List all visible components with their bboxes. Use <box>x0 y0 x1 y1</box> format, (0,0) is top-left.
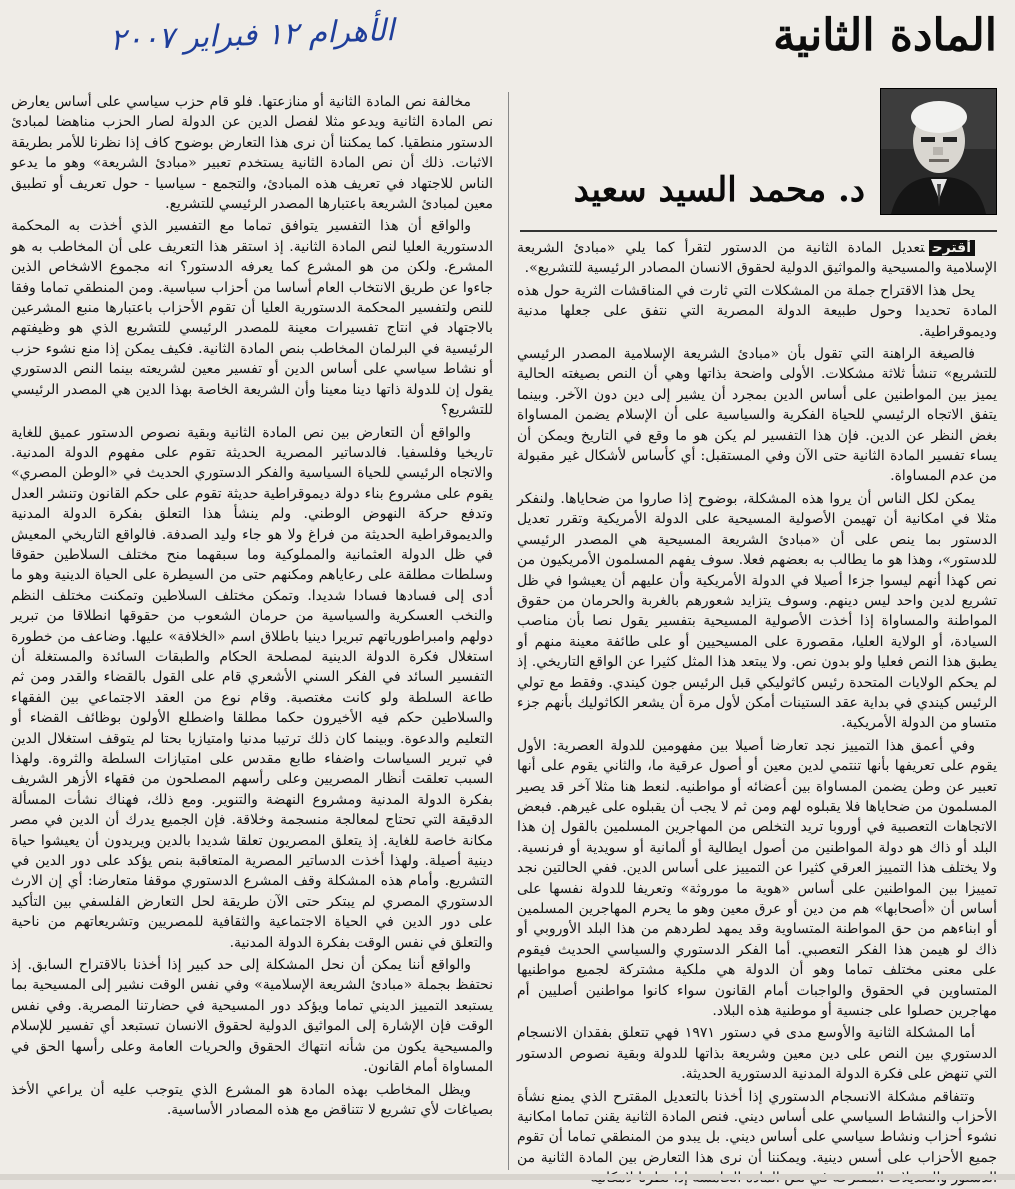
headline: المادة الثانية <box>773 10 997 61</box>
paragraph: يحل هذا الاقتراح جملة من المشكلات التي ثارت في المناقشات الثرية حول هذه المادة تحديدا وحول طبيعة الدولة المصرية التي نتفق على جعلها مدنية وديموقراطية. <box>517 282 997 340</box>
byline-rule <box>520 230 997 232</box>
paragraph <box>517 238 997 279</box>
paragraph: والواقع أن هذا التفسير يتوافق تماما مع التفسير الذي أخذت به المحكمة الدستورية العليا لنص المادة الثانية. إذ استقر هذا التعريف على أن المخاطب به هو المشرع. ولكن من هو المشرع كما يعرفه الدستور؟ انه مجموع الاشخاص الذين جاءوا عن طريق الانتخاب العام أساسا من أحزاب سياسية. ومن المنطقي تماما وفقا للنص ولتفسير المحكمة الدستورية العليا أن تقوم الأحزاب باعتبارها منبع المشرعين بالاجتهاد في انتاج تفسيرات معينة للمصدر الرئيسي للتشريع الذي هو وظيفتهم الرئيسية في البرلمان المخاطب بنص المادة الثانية. فكيف يمكن إذا منع نشوء حزب أو نشاط سياسي على أساس الدين أو تفسير معين لشريعته بينما النص الدستوري يقول إن للدولة ذاتها دينا معينا وأن الشريعة الخاصة بهذا الدين هي المصدر الرئيسي للتشريع؟ <box>11 218 493 419</box>
paragraph: أما المشكلة الثانية والأوسع مدى في دستور ١٩٧١ فهي تتعلق بفقدان الانسجام الدستوري بين النص على دين معين وشريعة بذاتها للدولة وبقية نصوص الدستور التي تنهض على فكرة الدولة المدنية الدستورية الحديثة. <box>517 1025 997 1083</box>
paragraph: والواقع أننا يمكن أن نحل المشكلة إلى حد كبير إذا أخذنا بالاقتراح السابق. إذ نحتفظ بجملة «مبادئ الشريعة الإسلامية» وفي نفس الوقت نشير إلى المسيحية بما يستبعد التمييز الديني تماما ويؤكد دور المسيحية في حضارتنا المصرية. وفي نفس الوقت فإن الإشارة إلى المواثيق الدولية لحقوق الانسان تستبعد أي تفسير للإسلام والمسيحية يكون من شأنه انتهاك الحقوق والحريات العامة وعلى رأسها الحق في المساواة أمام القانون. <box>11 957 493 1076</box>
paragraph-text: تعديل المادة الثانية من الدستور لتقرأ كما يلي «مبادئ الشريعة الإسلامية والمسيحية والمواثيق الدولية لحقوق الانسان المصادر الرئيسية للتشريع». <box>517 240 997 277</box>
author-photo <box>880 88 997 215</box>
left-column <box>11 92 493 1170</box>
paragraph: وفي أعمق هذا التمييز نجد تعارضا أصيلا بين مفهومين للدولة العصرية: الأول يقوم على تعريفها بأنها تنتمي لدين معين أو أصول عرقية ما، والثاني يقوم على أنها تعبير عن وطن يضمن المساواة بين أعضائه أو مواطنيه. لنعط هنا مثلا آخر قد يصير المسلمون من ضحاياها فلا يقبلوه لهم ومن ثم لا يجب أن يقبلوه على غيرهم. فبعض الاتجاهات التعصبية في أوروبا تريد التخلص من المهاجرين المسلمين بالقول إن هذا البلد أو ذاك هو دولة المواطنين من أصول ايطالية أو ألمانية أو سويدية أو فرنسية. ولا يختلف هذا التمييز العرقي كثيرا عن التمييز على أساس الدين. ففي الحالتين نجد تمييزا بين المواطنين على أساس «هوية ما موروثة» وتعريفا للدولة نفسها على أساس أن «أصحابها» هم من دين أو عرق معين وهو ما يحرم المهاجرين المسلمين أو ابناءهم من حق المواطنة المتساوية وقد يمهد لطردهم من هذا البلد الأوروبي أو ذاك لو هيمن هذا الفكر التعصبي. أما الفكر الدستوري والسياسي الحديث فيقوم على معنى مختلف تماما وهو أن الدولة هي ملكية مشتركة لجميع مواطنيها المتساوين في الحقوق والواجبات أمام القانون سواء كانوا مواطنين أصليين أم مهاجرين حصلوا على جنسية أو موطنية هذه البلاد. <box>517 737 997 1020</box>
paragraph: يمكن لكل الناس أن يروا هذه المشكلة، بوضوح إذا صاروا من ضحاياها. ولنفكر مثلا في امكانية أن تهيمن الأصولية المسيحية على الدولة الأمريكية وتقرر تعديل الدستور بما ينص على أن «مبادئ الشريعة المسيحية هي المصدر الرئيسي للدستور»، وهذا هو ما يطالب به بعضهم فعلا. سوف يفهم المسلمون الأمريكيون من نص كهذا أنهم ليسوا جزءا أصيلا في الدولة الأمريكية وأن عليهم أن يعيشوا في ظل تشريع لدين واحد ليس دينهم. وسوف يتزايد شعورهم بالغربة والحرمان من حقوق المواطنة والمساواة إذا أخذت الأصولية المسيحية بتفسير يقول نصا بأن مناصب السيادة، أو الولاية العليا، مقصورة على المسيحيين أو على طائفة معينة منهم أو يطبق هذا النص فعليا ولو بدون نص. ولا يبتعد هذا المثل كثيرا عن الواقع التاريخي. إذ لم يحكم الولايات المتحدة رئيس كاثوليكي قبل الرئيس جون كيندي. وفقط مع تولي الرئيس كيندي في بداية عقد الستينات أمكن لأول مرة أن يشعر الكاثوليك بأنهم جزء متساو من الدولة الأمريكية. <box>517 490 997 732</box>
paragraph: والواقع أن التعارض بين نص المادة الثانية وبقية نصوص الدستور عميق للغاية تاريخيا وفلسفيا. فالدساتير المصرية الحديثة تقوم على مفهوم الدولة المدنية. والاتجاه الرئيسي للحياة السياسية والفكر الدستوري الحديث في «الوطن المصري» يقوم على مشروع بناء دولة ديموقراطية حديثة تقوم على حكم القانون وتنشر العدل وتدفع حركة النهوض الوطني. ولم ينشأ هذا التعلق بفكرة الدولة المدنية والديموقراطية الحديثة من فراغ ولا هو جاء وليد الصدفة. فالواقع التاريخي المعيش في ظل الدولة العثمانية والمملوكية وما سبقهما منح مختلف السلاطين حقوقا وسلطات مطلقة على رعاياهم ومكنهم حتى من السيطرة على الحياة الدينية وهو ما أدى إلى فسادها فسادا شديدا. وتمكن مختلف السلاطين وتمكنت مختلف النظم والنخب العسكرية والسياسية من حرمان الشعوب من حقوقها انطلاقا من تبرير دولهم وامبراطورياتهم تبريرا دينيا باطلاق اسم «الخلافة» عليها. وضاعف من خطورة استغلال فكرة الدولة الدينية لمصلحة الحكام والطبقات السائدة والمستغلة أن التفسير السائد في الفكر السني الأشعري قام على القول بالقضاء والقدر ومن ثم طاعة السلطة ولو كانت مغتصبة. وقام نوع من العقد الاجتماعي بين الفقهاء والسلاطين حكم فيه الأخيرون حكما مطلقا واضطلع الأولون بوظائف القضاء أو التعليم والدعوة. وبينما كان ذلك ترتيبا مدنيا وامتيازيا بحتا لم يتوقف استغلال الدين في تبرير السياسات واضفاء طابع مقدس على امتيازات السلطة والثروة. ولهذا السبب تعلقت أنظار المصريين وعلى رأسهم المصلحون من فقهاء الأزهر الشريف بفكرة الدولة المدنية ومشروع النهضة والتنوير. ومع ذلك، فهناك نشأت المسألة الدقيقة التي تحتاج لمعالجة منسجمة وخلاقة. فإن الجميع يدرك أن الدين في مصر مكانة خاصة للغاية. إذ يتعلق المصريون تعلقا شديدا بالدين ويريدون أن يعيشوا حياة دينية أصيلة. ولهذا أخذت الدساتير المصرية المتعاقبة بنص يؤكد على دور الدين في التشريع. وأمام هذه المشكلة وقف المشرع الدستوري موقفا متعارضا: أي إن الارث الدستوري المصري لم يبتكر حتى الآن طريقة لحل التعارض الفلسفي بين التأكيد على دور الدين في الحياة الاجتماعية والثقافية للمصريين وتشريعاتهم من ناحية والتعلق في نفس الوقت بفكرة الدولة المدنية. <box>11 424 493 951</box>
paragraph: فالصيغة الراهنة التي تقول بأن «مبادئ الشريعة الإسلامية المصدر الرئيسي للتشريع» تنشأ ثلاثة مشكلات. الأولى واضحة بذاتها وهي أن النص بصيغته الحالية يميز بين المواطنين على أساس الدين بمجرد أن يشير إلى دين دون الآخر. وبينما يتفق الاتجاه الرئيسي للحياة الفكرية والسياسية على أن الإسلام يضمن المساواة بغض النظر عن الدين. فإن هذا التفسير لم يكن هو ما وقع في التاريخ ويمكن أن يساء تفسير المادة الثانية حتى الآن وفي المستقبل: أي كأساس لأشكال غير مقبولة من عدم المساواة. <box>517 346 997 485</box>
handwritten-date: الأهرام ١٢ فبراير ٢٠٠٧ <box>109 13 395 58</box>
column-divider <box>508 92 509 1170</box>
paragraph: مخالفة نص المادة الثانية أو منازعتها. فلو قام حزب سياسي على أساس يعارض نص المادة الثانية ويدعو مثلا لفصل الدين عن الدولة لصار الحزب مناهضا لمبادئ الدستور منطقيا. كما يمكننا أن نرى هذا التعارض بوضوح كاف إذا نظرنا للأمر بطريقة الاثبات. ذلك أن نص المادة الثانية يستخدم تعبير «مبادئ الشريعة» وهو ما يدعو الناس للاجتهاد في تعريف هذه المبادئ، والتجمع - سياسيا - حول تعريف أو تطبيق معين لمبادئ الشريعة باعتبارها المصدر الرئيسي للتشريع. <box>11 94 493 213</box>
article-header <box>0 0 1015 72</box>
author-byline: د. محمد السيد سعيد <box>573 170 865 210</box>
right-column <box>517 238 997 1168</box>
paragraph: ويظل المخاطب بهذه المادة هو المشرع الذي يتوجب عليه أن يراعي الأخذ بصياغات لأي تشريع لا تتناقض مع هذه المصادر الأساسية. <box>11 1081 493 1118</box>
kicker: أقترح <box>929 240 975 256</box>
paragraph: وتتفاقم مشكلة الانسجام الدستوري إذا أخذنا بالتعديل المقترح الذي يمنع نشأة الأحزاب والنشاط السياسي على أساس ديني. فنص المادة الثانية يقنن تماما امكانية نشوء أحزاب ونشاط سياسي على أساس ديني. بل يبدو من المنطقي تماما أن تقوم جميع الأحزاب على أسس دينية. ويمكننا أن نرى هذا التعارض بين المادة الثانية من <box>517 1088 997 1166</box>
page-edge <box>0 1174 1015 1180</box>
